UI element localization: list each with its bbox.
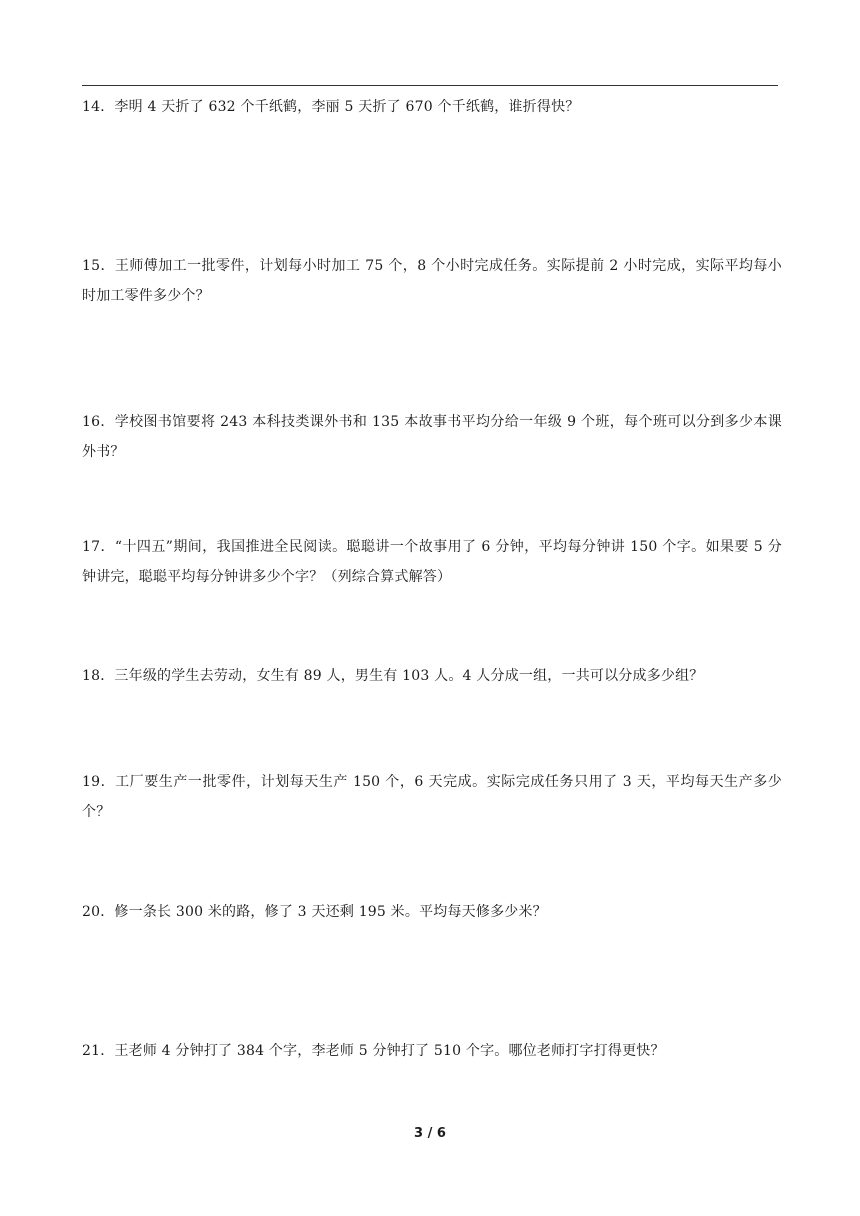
question-18: 18．三年级的学生去劳动，女生有 89 人，男生有 103 人。4 人分成一组，一共可以分成多少组？ [82,668,704,684]
question-20: 20．修一条长 300 米的路，修了 3 天还剩 195 米。平均每天修多少米？ [82,904,547,920]
question-19: 19．工厂要生产一批零件，计划每天生产 150 个，6 天完成。实际完成任务只用了 3 天，平均每天生产多少个？ [82,774,782,820]
header-rule [82,85,778,86]
question-14: 14．李明 4 天折了 632 个千纸鹤，李丽 5 天折了 670 个千纸鹤，谁折得快？ [82,99,580,115]
question-15: 15．王师傅加工一批零件，计划每小时加工 75 个，8 个小时完成任务。实际提前 2 小时完成，实际平均每小时加工零件多少个？ [82,258,782,304]
question-16: 16．学校图书馆要将 243 本科技类课外书和 135 本故事书平均分给一年级 9 个班，每个班可以分到多少本课外书？ [82,414,782,460]
page-number: 3 / 6 [414,1126,446,1141]
question-21: 21．王老师 4 分钟打了 384 个字，李老师 5 分钟打了 510 个字。哪位老师打字打得更快？ [82,1043,665,1059]
question-17: 17．“十四五”期间，我国推进全民阅读。聪聪讲一个故事用了 6 分钟，平均每分钟讲 150 个字。如果要 5 分钟讲完，聪聪平均每分钟讲多少个字？（列综合算式解答） [82,539,782,585]
